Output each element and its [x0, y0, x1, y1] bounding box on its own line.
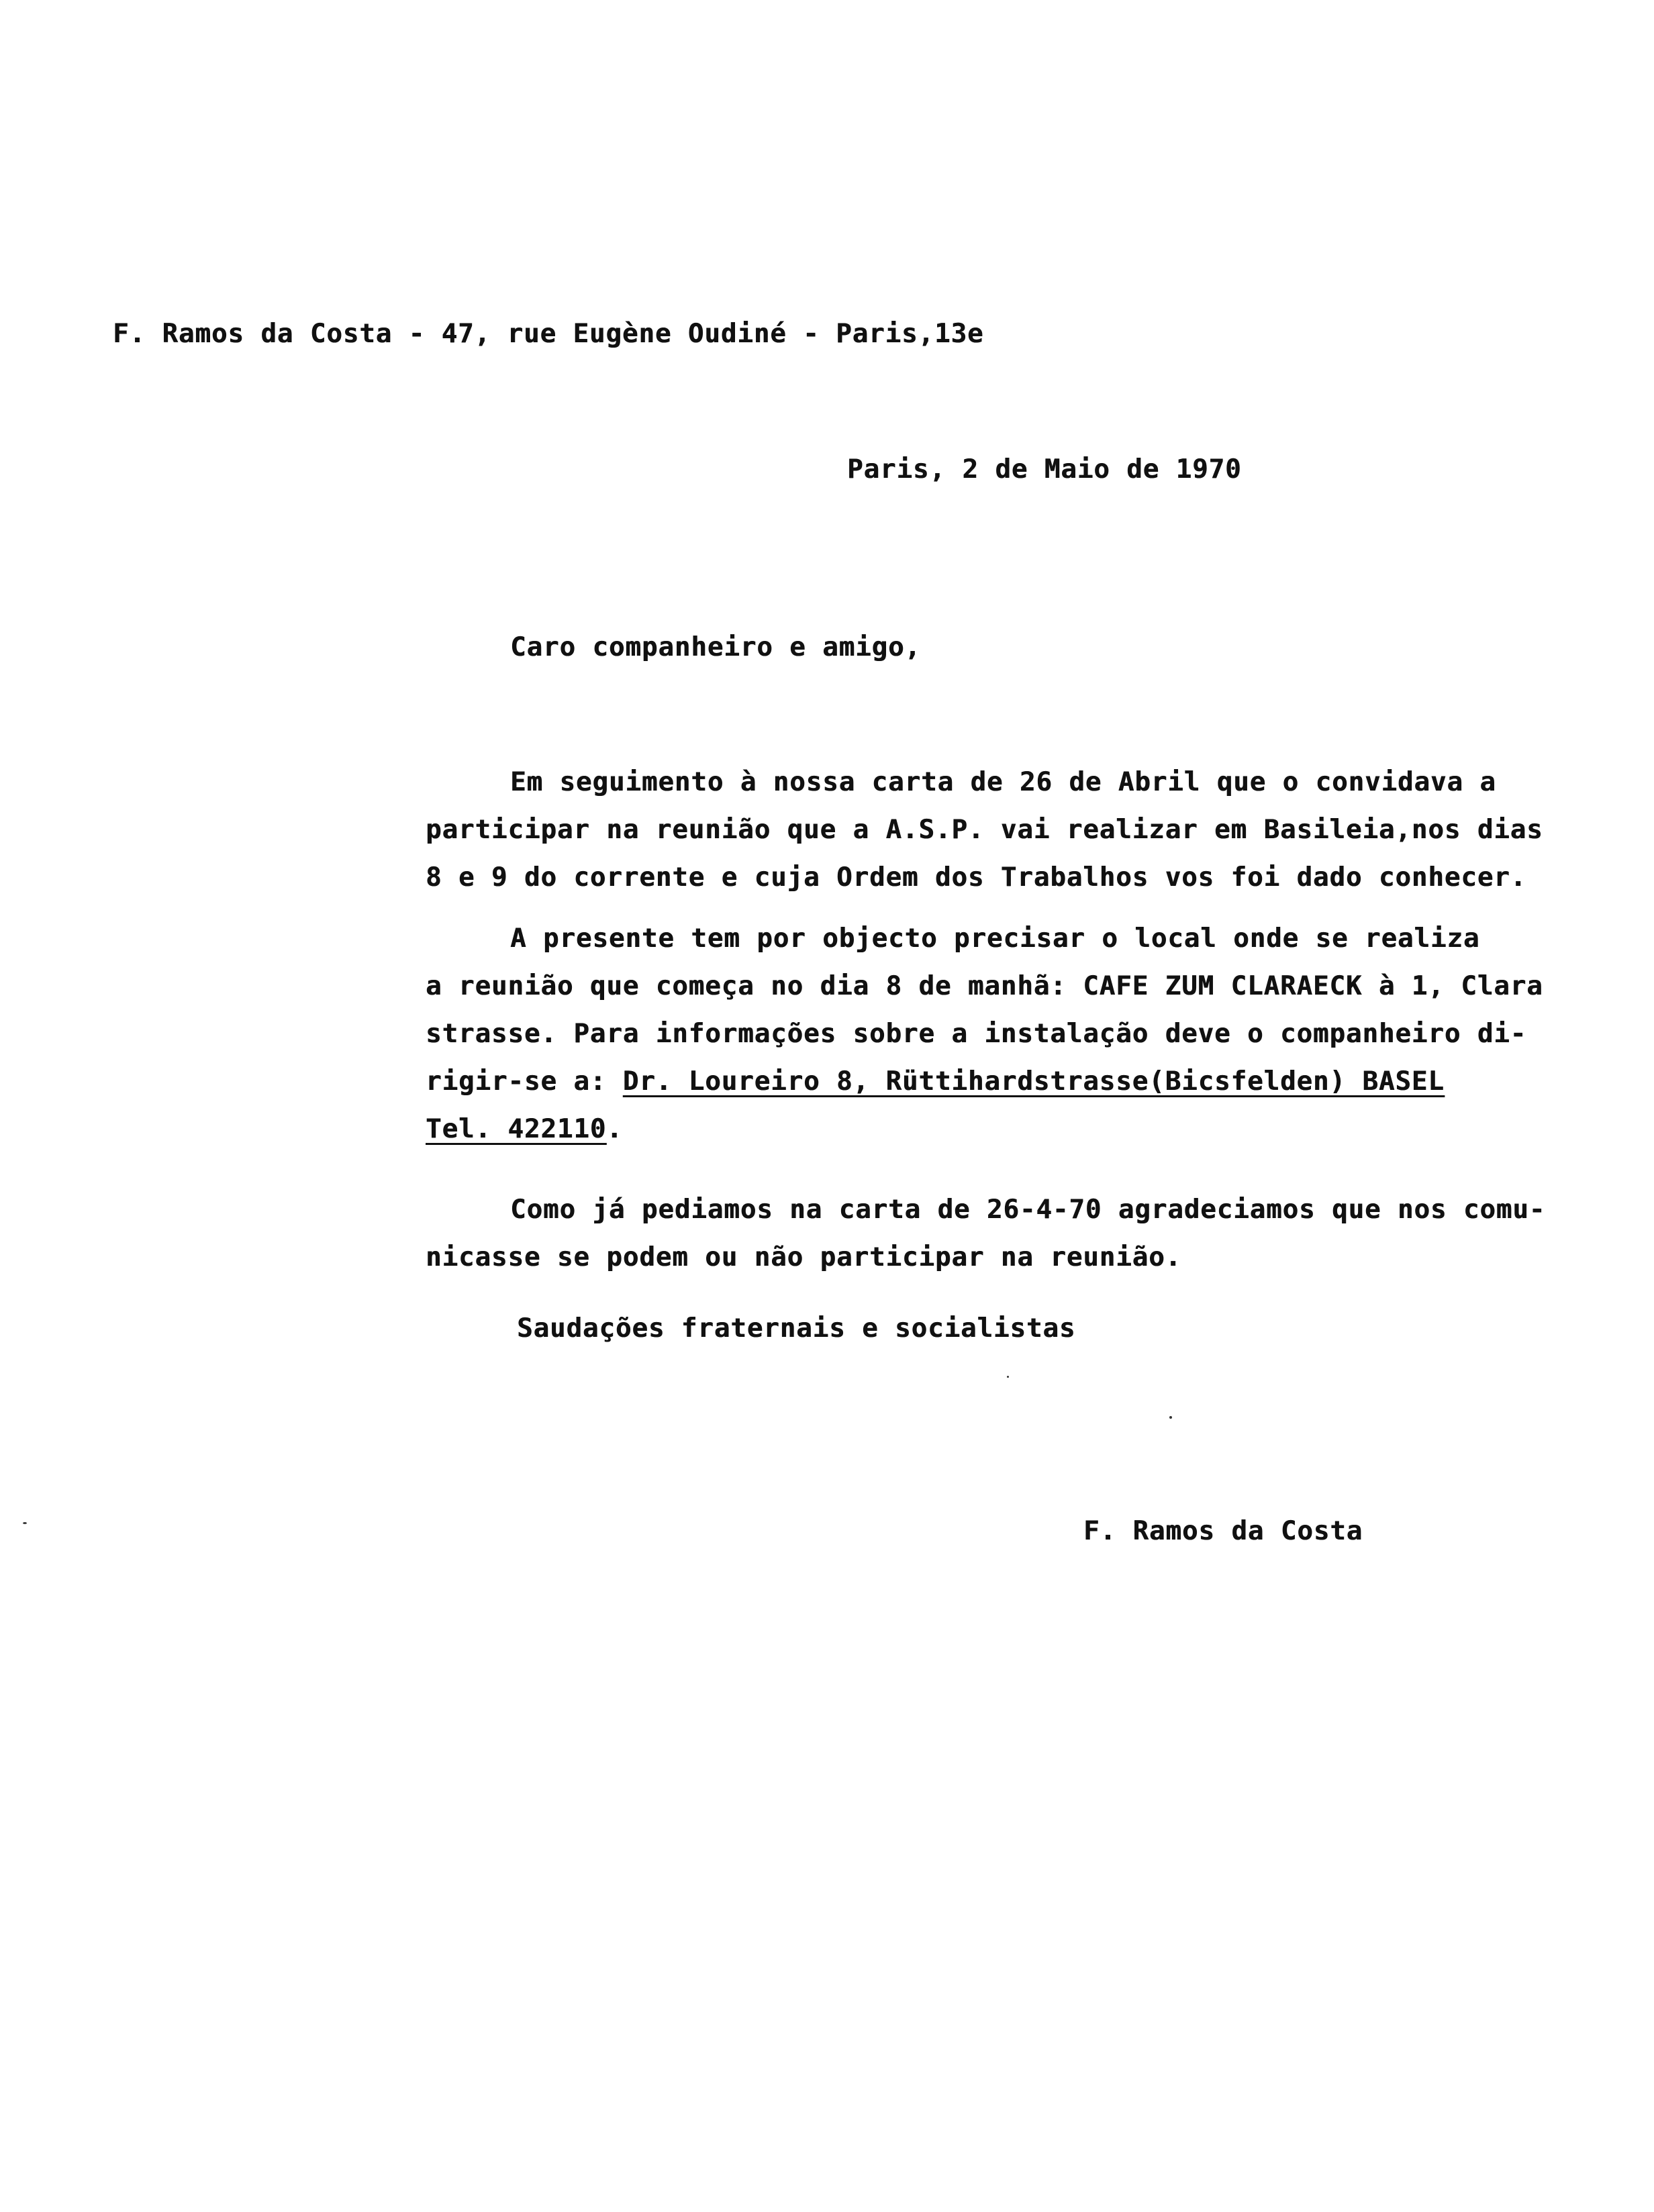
paper-speck — [1169, 1416, 1172, 1419]
paper-speck — [1007, 1376, 1009, 1378]
sender-header: F. Ramos da Costa - 47, rue Eugène Oudiné - Paris,13e — [113, 319, 984, 349]
signature: F. Ramos da Costa — [1083, 1516, 1363, 1546]
body-line-4: A presente tem por objecto precisar o local onde se realiza — [510, 923, 1480, 954]
body-line-10: nicasse se podem ou não participar na reunião. — [426, 1242, 1182, 1272]
body-line-7-prefix: rigir-se a: — [426, 1066, 623, 1097]
body-line-2: participar na reunião que a A.S.P. vai realizar em Basileia,nos dias — [426, 815, 1543, 845]
body-line-6: strasse. Para informações sobre a instalação deve o companheiro di- — [426, 1019, 1527, 1049]
body-line-8 — [426, 1116, 623, 1142]
contact-phone: Tel. 422110 — [426, 1114, 607, 1144]
body-line-1: Em seguimento à nossa carta de 26 de Abril que o convidava a — [510, 767, 1496, 797]
body-line-5: a reunião que começa no dia 8 de manhã: CAFE ZUM CLARAECK à 1, Clara — [426, 971, 1543, 1001]
letter-date: Paris, 2 de Maio de 1970 — [847, 454, 1242, 485]
closing-line: Saudações fraternais e socialistas — [517, 1313, 1076, 1344]
body-line-9: Como já pediamos na carta de 26-4-70 agradeciamos que nos comu- — [510, 1195, 1546, 1225]
body-line-3: 8 e 9 do corrente e cuja Ordem dos Trabalhos vos foi dado conhecer. — [426, 862, 1527, 893]
contact-address: Dr. Loureiro 8, Rüttihardstrasse(Bicsfelden) BASEL — [622, 1066, 1445, 1097]
body-line-8-suffix: . — [606, 1114, 623, 1144]
body-line-7 — [426, 1068, 1445, 1095]
salutation: Caro companheiro e amigo, — [510, 632, 921, 662]
paper-speck — [23, 1522, 27, 1524]
